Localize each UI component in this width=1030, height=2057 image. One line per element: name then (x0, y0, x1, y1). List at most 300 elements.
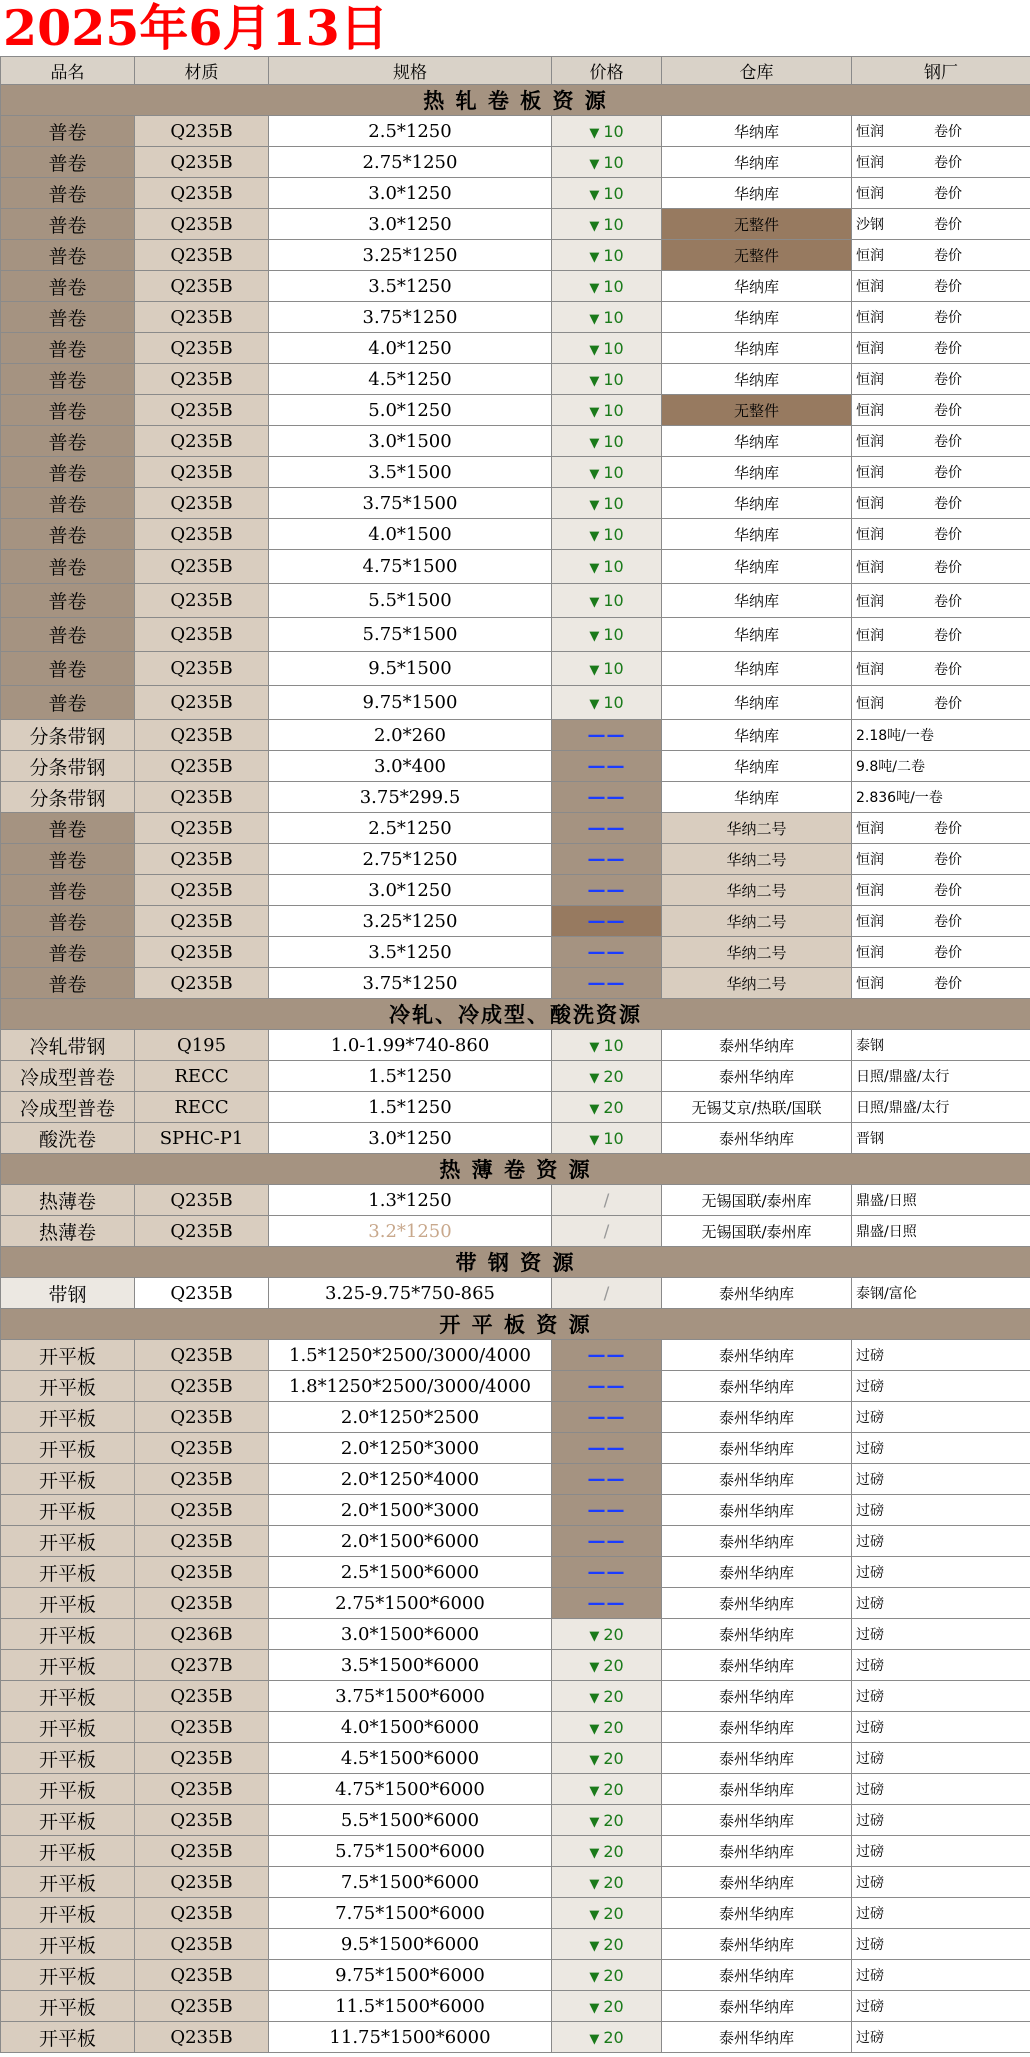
warehouse-cell: 泰州华纳库 (662, 1123, 852, 1154)
product-name-cell: 开平板 (1, 1464, 135, 1495)
material-cell: Q235B (135, 1774, 269, 1805)
price-cell (552, 1433, 662, 1464)
warehouse-cell: 泰州华纳库 (662, 1867, 852, 1898)
warehouse-cell: 华纳库 (662, 178, 852, 209)
mill-name: 恒润 (856, 403, 884, 419)
mill-name: 恒润 (856, 852, 884, 868)
warehouse-cell: 泰州华纳库 (662, 1805, 852, 1836)
material-cell: RECC (135, 1061, 269, 1092)
material-cell: Q235B (135, 751, 269, 782)
mill-name: 鼎盛/日照 (856, 1193, 917, 1209)
product-name-cell: 普卷 (1, 519, 135, 550)
price-dash: —— (587, 1530, 626, 1552)
price-change-value: 10 (603, 462, 624, 482)
price-cell (552, 1898, 662, 1929)
mill-name: 过磅 (856, 1782, 884, 1798)
product-name-cell: 开平板 (1, 1402, 135, 1433)
price-cell (552, 1650, 662, 1681)
warehouse-cell: 无整件 (662, 395, 852, 426)
triangle-down-icon: ▼ (589, 466, 600, 482)
spec-cell: 3.2*1250 (269, 1216, 552, 1247)
page-title: 2025年6月13日 (3, 0, 389, 57)
material-cell: Q235B (135, 1929, 269, 1960)
price-dash: —— (587, 1406, 626, 1428)
price-up (589, 339, 623, 358)
price-up (589, 659, 623, 678)
price-note: 卷价 (934, 279, 962, 295)
price-note: 卷价 (934, 155, 962, 171)
table-row (1, 618, 1030, 652)
price-change-value: 10 (603, 183, 624, 203)
material-cell: Q235B (135, 1557, 269, 1588)
warehouse-cell: 泰州华纳库 (662, 1743, 852, 1774)
product-name-cell: 带钢 (1, 1278, 135, 1309)
price-cell (552, 426, 662, 457)
table-row (1, 751, 1030, 782)
product-name-cell: 普卷 (1, 550, 135, 584)
spec-cell: 4.75*1500*6000 (269, 1774, 552, 1805)
table-row (1, 178, 1030, 209)
price-up (589, 625, 623, 644)
warehouse-cell: 泰州华纳库 (662, 1340, 852, 1371)
product-name-cell: 开平板 (1, 1526, 135, 1557)
price-note: 卷价 (934, 883, 962, 899)
table-row (1, 1681, 1030, 1712)
material-cell: Q235B (135, 968, 269, 999)
price-up (589, 1997, 623, 2016)
mill-cell (852, 1185, 1030, 1216)
spec-cell: 9.75*1500*6000 (269, 1960, 552, 1991)
spec-cell: 1.5*1250 (269, 1092, 552, 1123)
triangle-down-icon: ▼ (589, 1876, 600, 1892)
price-cell (552, 333, 662, 364)
spec-cell: 4.0*1500*6000 (269, 1712, 552, 1743)
price-change-value: 20 (603, 1996, 624, 2016)
material-cell: Q235B (135, 937, 269, 968)
mill-cell (852, 240, 1030, 271)
price-dash: —— (587, 848, 626, 870)
warehouse-cell: 华纳二号 (662, 968, 852, 999)
product-name-cell: 分条带钢 (1, 782, 135, 813)
price-change-value: 10 (603, 493, 624, 513)
mill-cell (852, 844, 1030, 875)
material-cell: Q235B (135, 875, 269, 906)
price-cell (552, 584, 662, 618)
spec-cell: 2.0*260 (269, 720, 552, 751)
product-name-cell: 开平板 (1, 1743, 135, 1774)
product-name-cell: 普卷 (1, 584, 135, 618)
triangle-down-icon: ▼ (589, 311, 600, 327)
mill-cell (852, 364, 1030, 395)
warehouse-cell: 华纳库 (662, 302, 852, 333)
product-name-cell: 开平板 (1, 1371, 135, 1402)
warehouse-cell: 泰州华纳库 (662, 1464, 852, 1495)
product-name-cell: 开平板 (1, 1960, 135, 1991)
price-cell (552, 1123, 662, 1154)
mill-cell (852, 1402, 1030, 1433)
warehouse-cell: 泰州华纳库 (662, 1557, 852, 1588)
mill-cell (852, 584, 1030, 618)
material-cell: Q235B (135, 550, 269, 584)
price-slash: / (603, 1221, 610, 1242)
spec-cell: 1.8*1250*2500/3000/4000 (269, 1371, 552, 1402)
table-row (1, 1712, 1030, 1743)
warehouse-cell: 泰州华纳库 (662, 1836, 852, 1867)
price-cell (552, 1278, 662, 1309)
price-note: 卷价 (934, 186, 962, 202)
table-row (1, 844, 1030, 875)
price-cell (552, 1340, 662, 1371)
warehouse-cell: 华纳库 (662, 550, 852, 584)
table-row (1, 240, 1030, 271)
product-name-cell: 热薄卷 (1, 1216, 135, 1247)
price-change-value: 20 (603, 1810, 624, 1830)
mill-cell (852, 550, 1030, 584)
mill-cell (852, 1712, 1030, 1743)
price-dash: —— (587, 1468, 626, 1490)
table-row (1, 1526, 1030, 1557)
mill-name: 恒润 (856, 976, 884, 992)
price-cell (552, 1495, 662, 1526)
table-row (1, 1030, 1030, 1061)
product-name-cell: 开平板 (1, 1619, 135, 1650)
price-dash: —— (587, 817, 626, 839)
price-cell (552, 240, 662, 271)
price-dash: —— (587, 1437, 626, 1459)
price-cell (552, 209, 662, 240)
spec-cell: 3.5*1500 (269, 457, 552, 488)
mill-cell (852, 937, 1030, 968)
triangle-down-icon: ▼ (589, 595, 600, 610)
warehouse-cell: 华纳库 (662, 782, 852, 813)
mill-cell (852, 1774, 1030, 1805)
triangle-down-icon: ▼ (589, 1783, 600, 1799)
spec-cell: 5.75*1500 (269, 618, 552, 652)
col-header-price: 价格 (552, 57, 662, 85)
warehouse-cell: 华纳二号 (662, 906, 852, 937)
mill-name: 恒润 (856, 945, 884, 961)
product-name-cell: 开平板 (1, 1433, 135, 1464)
price-cell (552, 1712, 662, 1743)
mill-name: 恒润 (856, 883, 884, 899)
mill-cell (852, 1557, 1030, 1588)
material-cell: Q235B (135, 1433, 269, 1464)
spec-cell: 2.75*1250 (269, 844, 552, 875)
price-change-value: 10 (603, 524, 624, 544)
price-cell (552, 906, 662, 937)
price-note: 卷价 (934, 821, 962, 837)
table-row (1, 1650, 1030, 1681)
price-up (589, 1687, 623, 1706)
mill-cell (852, 116, 1030, 147)
warehouse-cell: 华纳库 (662, 720, 852, 751)
spec-cell: 3.0*400 (269, 751, 552, 782)
spec-cell: 3.0*1500 (269, 426, 552, 457)
mill-name: 过磅 (856, 1534, 884, 1550)
warehouse-cell: 华纳库 (662, 584, 852, 618)
spec-cell: 3.75*1250 (269, 968, 552, 999)
section-title: 冷轧、冷成型、酸洗资源 (1, 999, 1030, 1030)
material-cell: Q235B (135, 1960, 269, 1991)
mill-cell (852, 1216, 1030, 1247)
material-cell: Q235B (135, 1712, 269, 1743)
price-change-value: 20 (603, 1872, 624, 1892)
price-change-value: 20 (603, 1779, 624, 1799)
mill-cell (852, 782, 1030, 813)
mill-cell (852, 1464, 1030, 1495)
price-cell (552, 178, 662, 209)
table-row (1, 1092, 1030, 1123)
spec-cell: 3.5*1500*6000 (269, 1650, 552, 1681)
product-name-cell: 开平板 (1, 1867, 135, 1898)
product-name-cell: 冷成型普卷 (1, 1092, 135, 1123)
table-row (1, 1464, 1030, 1495)
warehouse-cell: 泰州华纳库 (662, 1371, 852, 1402)
price-up (589, 1067, 623, 1086)
material-cell: Q235B (135, 1340, 269, 1371)
product-name-cell: 普卷 (1, 240, 135, 271)
table-row (1, 1340, 1030, 1371)
material-cell: Q235B (135, 395, 269, 426)
table-row (1, 1123, 1030, 1154)
table-row (1, 271, 1030, 302)
mill-name: 恒润 (856, 155, 884, 171)
mill-name: 过磅 (856, 1751, 884, 1767)
product-name-cell: 普卷 (1, 457, 135, 488)
col-header-warehouse: 仓库 (662, 57, 852, 85)
table-row (1, 1061, 1030, 1092)
product-name-cell: 普卷 (1, 618, 135, 652)
spec-cell: 11.75*1500*6000 (269, 2022, 552, 2053)
material-cell: Q235B (135, 782, 269, 813)
price-up (589, 153, 623, 172)
price-up (589, 1036, 623, 1055)
price-up (589, 525, 623, 544)
price-change-value: 10 (603, 369, 624, 389)
mill-cell (852, 209, 1030, 240)
product-name-cell: 开平板 (1, 1712, 135, 1743)
price-cell (552, 1681, 662, 1712)
mill-cell (852, 751, 1030, 782)
mill-cell (852, 1588, 1030, 1619)
mill-cell (852, 686, 1030, 720)
product-name-cell: 开平板 (1, 1836, 135, 1867)
product-name-cell: 普卷 (1, 364, 135, 395)
section-header-row (1, 1154, 1030, 1185)
material-cell: Q235B (135, 1278, 269, 1309)
mill-name: 过磅 (856, 1968, 884, 1984)
warehouse-cell: 泰州华纳库 (662, 1650, 852, 1681)
product-name-cell: 普卷 (1, 813, 135, 844)
price-note: 卷价 (934, 496, 962, 512)
spec-cell: 3.75*1500 (269, 488, 552, 519)
section-title: 开 平 板 资 源 (1, 1309, 1030, 1340)
price-cell (552, 550, 662, 584)
price-change-value: 10 (603, 400, 624, 420)
price-note: 卷价 (934, 695, 962, 712)
warehouse-cell: 泰州华纳库 (662, 1712, 852, 1743)
triangle-down-icon: ▼ (589, 1628, 600, 1644)
price-dash: —— (587, 879, 626, 901)
price-up (589, 463, 623, 482)
triangle-down-icon: ▼ (589, 1845, 600, 1861)
price-cell (552, 782, 662, 813)
price-note: 卷价 (934, 341, 962, 357)
price-change-value: 10 (603, 338, 624, 358)
warehouse-cell: 泰州华纳库 (662, 1774, 852, 1805)
warehouse-cell: 泰州华纳库 (662, 1991, 852, 2022)
price-cell (552, 1216, 662, 1247)
price-cell (552, 1743, 662, 1774)
price-up (589, 2028, 623, 2047)
spec-cell: 2.75*1500*6000 (269, 1588, 552, 1619)
table-row (1, 426, 1030, 457)
price-change-value: 20 (603, 1686, 624, 1706)
price-dash: —— (587, 1344, 626, 1366)
table-row (1, 116, 1030, 147)
price-change-value: 10 (603, 214, 624, 234)
mill-cell (852, 1371, 1030, 1402)
spec-cell: 5.5*1500 (269, 584, 552, 618)
warehouse-cell: 泰州华纳库 (662, 1898, 852, 1929)
mill-name: 过磅 (856, 1379, 884, 1395)
spec-cell: 2.5*1500*6000 (269, 1557, 552, 1588)
mill-cell (852, 1650, 1030, 1681)
mill-cell (852, 1681, 1030, 1712)
price-note: 卷价 (934, 945, 962, 961)
mill-cell (852, 1867, 1030, 1898)
price-cell (552, 1402, 662, 1433)
price-note: 卷价 (934, 852, 962, 868)
warehouse-cell: 泰州华纳库 (662, 1929, 852, 1960)
mill-name: 恒润 (856, 695, 884, 712)
price-up (589, 1811, 623, 1830)
spec-cell: 2.75*1250 (269, 147, 552, 178)
product-name-cell: 开平板 (1, 1805, 135, 1836)
table-row (1, 1619, 1030, 1650)
price-cell (552, 1991, 662, 2022)
price-note: 卷价 (934, 248, 962, 264)
price-up (589, 1935, 623, 1954)
table-row (1, 1867, 1030, 1898)
mill-name: 恒润 (856, 914, 884, 930)
warehouse-cell: 无锡国联/泰州库 (662, 1216, 852, 1247)
material-cell: Q235B (135, 271, 269, 302)
price-cell (552, 2022, 662, 2053)
spec-cell: 1.5*1250*2500/3000/4000 (269, 1340, 552, 1371)
mill-cell (852, 720, 1030, 751)
price-cell (552, 1929, 662, 1960)
price-change-value: 10 (603, 693, 624, 712)
price-up (589, 1780, 623, 1799)
mill-name: 过磅 (856, 1627, 884, 1643)
product-name-cell: 热薄卷 (1, 1185, 135, 1216)
warehouse-cell: 华纳库 (662, 271, 852, 302)
spec-cell: 1.0-1.99*740-860 (269, 1030, 552, 1061)
spec-cell: 2.0*1500*6000 (269, 1526, 552, 1557)
table-row (1, 1588, 1030, 1619)
spec-cell: 3.0*1250 (269, 1123, 552, 1154)
mill-cell (852, 1278, 1030, 1309)
spec-cell: 3.75*1500*6000 (269, 1681, 552, 1712)
material-cell: Q235B (135, 844, 269, 875)
price-cell (552, 1371, 662, 1402)
triangle-down-icon: ▼ (589, 1814, 600, 1830)
price-cell (552, 1588, 662, 1619)
table-row (1, 1774, 1030, 1805)
triangle-down-icon: ▼ (589, 373, 600, 389)
price-change-value: 20 (603, 1624, 624, 1644)
price-change-value: 10 (603, 307, 624, 327)
mill-cell (852, 1991, 1030, 2022)
material-cell: Q235B (135, 1991, 269, 2022)
product-name-cell: 普卷 (1, 686, 135, 720)
spec-cell: 2.0*1500*3000 (269, 1495, 552, 1526)
price-cell (552, 519, 662, 550)
price-change-value: 20 (603, 1965, 624, 1985)
mill-name: 过磅 (856, 1906, 884, 1922)
table-row (1, 813, 1030, 844)
price-dash: —— (587, 972, 626, 994)
triangle-down-icon: ▼ (589, 156, 600, 172)
table-row (1, 1371, 1030, 1402)
price-change-value: 20 (603, 1717, 624, 1737)
triangle-down-icon: ▼ (589, 1752, 600, 1768)
triangle-down-icon: ▼ (589, 1132, 600, 1148)
mill-name: 恒润 (856, 496, 884, 512)
material-cell: Q235B (135, 364, 269, 395)
price-change-value: 10 (603, 591, 624, 610)
product-name-cell: 普卷 (1, 968, 135, 999)
mill-cell (852, 813, 1030, 844)
mill-cell (852, 1836, 1030, 1867)
warehouse-cell: 泰州华纳库 (662, 1433, 852, 1464)
triangle-down-icon: ▼ (589, 1721, 600, 1737)
mill-name: 过磅 (856, 1937, 884, 1953)
mill-name: 恒润 (856, 593, 884, 610)
price-up (589, 1718, 623, 1737)
price-change-value: 20 (603, 1097, 624, 1117)
spec-cell: 1.5*1250 (269, 1061, 552, 1092)
price-dash: —— (587, 786, 626, 808)
material-cell: Q235B (135, 1216, 269, 1247)
price-up (589, 1873, 623, 1892)
price-up (589, 246, 623, 265)
table-row (1, 395, 1030, 426)
price-note: 卷价 (934, 976, 962, 992)
product-name-cell: 冷成型普卷 (1, 1061, 135, 1092)
mill-cell (852, 426, 1030, 457)
material-cell: Q235B (135, 240, 269, 271)
mill-name: 过磅 (856, 2030, 884, 2046)
table-row (1, 1185, 1030, 1216)
table-row (1, 1805, 1030, 1836)
mill-name: 恒润 (856, 465, 884, 481)
price-cell (552, 618, 662, 652)
warehouse-cell: 华纳库 (662, 147, 852, 178)
warehouse-cell: 泰州华纳库 (662, 2022, 852, 2053)
triangle-down-icon: ▼ (589, 1969, 600, 1985)
material-cell: Q235B (135, 2022, 269, 2053)
price-change-value: 10 (603, 121, 624, 141)
price-change-value: 20 (603, 1748, 624, 1768)
material-cell: Q235B (135, 1743, 269, 1774)
material-cell: Q236B (135, 1619, 269, 1650)
spec-cell: 3.75*299.5 (269, 782, 552, 813)
mill-name: 过磅 (856, 1999, 884, 2015)
material-cell: Q235B (135, 333, 269, 364)
material-cell: RECC (135, 1092, 269, 1123)
